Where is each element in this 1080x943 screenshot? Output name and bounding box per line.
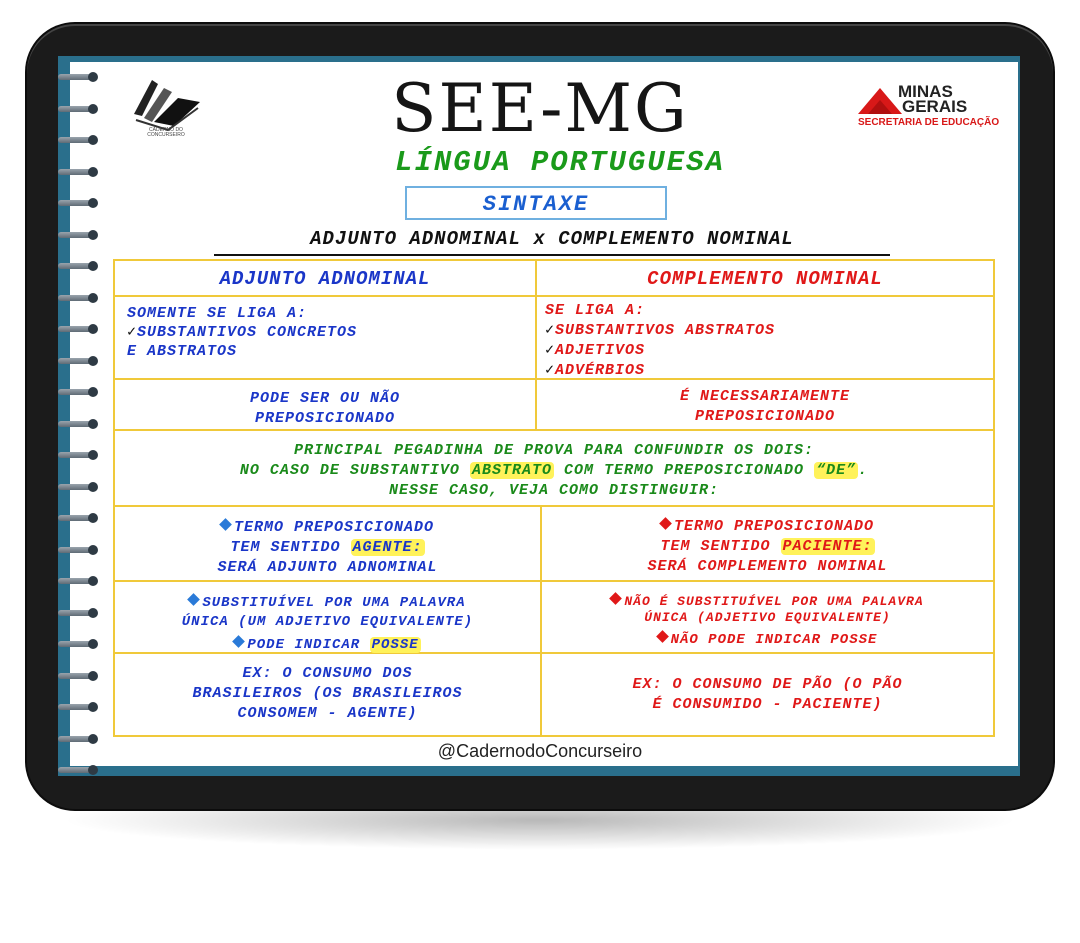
left-liga-intro: SOMENTE SE LIGA A: [127,305,308,322]
right-substituicao-text: NÃO É SUBSTITUÍVEL POR UMA PALAVRA [624,594,924,609]
spiral-ring [58,295,106,303]
spiral-ring [58,610,106,618]
column-header-left: ADJUNTO ADNOMINAL [219,268,431,290]
highlight-posse: POSSE [371,637,419,653]
left-sentido-cell [115,518,540,578]
spiral-ring [58,704,106,712]
right-substituicao-cell [542,594,993,648]
left-sentido-line [115,538,540,558]
gerais-text: GERAIS [902,97,968,116]
left-preposicao-cell [115,389,535,429]
spiral-ring [58,767,106,775]
pegadinha-line: PRINCIPAL PEGADINHA DE PROVA PARA CONFUNDIR OS DOIS: [293,442,815,459]
left-sentido-text: TERMO PREPOSICIONADO [233,519,435,536]
right-liga-item [545,321,985,341]
highlight-de: “DE” [816,462,857,479]
table-divider [113,295,995,297]
pegadinha-line: NESSE CASO, VEJA COMO DISTINGUIR: [388,482,720,499]
right-exemplo-line: É CONSUMIDO - PACIENTE) [652,696,883,713]
right-liga-cell [545,301,985,381]
pegadinha-text: COM TERMO PREPOSICIONADO [564,462,805,479]
table-divider [113,429,995,431]
diamond-icon [656,630,669,643]
spiral-ring [58,389,106,397]
spiral-ring [58,515,106,523]
check-icon: ✓ [545,322,556,339]
left-exemplo-line: EX: O CONSUMO DOS [242,665,413,682]
diamond-icon [233,635,246,648]
spiral-ring [58,169,106,177]
spiral-ring [58,106,106,114]
comparison-heading: ADJUNTO ADNOMINAL x COMPLEMENTO NOMINAL [214,228,890,256]
left-substituicao-line: ÚNICA (UM ADJETIVO EQUIVALENTE) [181,614,474,630]
caderno-logo-text: CADERNO DO CONCURSEIRO [147,127,185,138]
right-sentido-cell [542,517,993,577]
spiral-ring [58,421,106,429]
check-icon: ✓ [545,362,556,379]
left-substituicao-text: SUBSTITUÍVEL POR UMA PALAVRA [202,595,466,611]
right-sentido-line [542,537,993,557]
left-substituicao-line [115,594,540,613]
spiral-ring [58,326,106,334]
right-substituicao-line [542,632,993,648]
diamond-icon [188,593,201,606]
secretaria-text: SECRETARIA DE EDUCAÇÃO [858,117,1000,128]
right-preposicao-cell [537,387,993,427]
diamond-icon [610,592,623,605]
left-sentido-line [115,518,540,538]
right-substituicao-line [542,594,993,610]
right-substituicao-text: NÃO PODE INDICAR POSSE [670,632,878,648]
right-sentido-line: SERÁ COMPLEMENTO NOMINAL [647,558,888,575]
left-liga-item [127,323,527,342]
right-liga-item [545,361,985,381]
pegadinha-cell [115,441,993,501]
spiral-ring [58,736,106,744]
right-exemplo-cell [542,675,993,715]
pegadinha-text: . [858,462,869,479]
spiral-ring [58,484,106,492]
right-liga-item [545,341,985,361]
spiral-ring [58,263,106,271]
table-divider [113,580,995,582]
right-liga-item-text: ADJETIVOS [555,342,646,359]
table-divider [113,505,995,507]
left-sentido-line: SERÁ ADJUNTO ADNOMINAL [217,559,438,576]
minas-text: MINAS [898,82,953,101]
topic-box: SINTAXE [405,186,667,220]
left-substituicao-text: PODE INDICAR [247,637,361,653]
right-liga-item-text: ADVÉRBIOS [555,362,646,379]
minas-gerais-logo [858,82,1000,132]
spiral-ring [58,641,106,649]
left-preposicao-line: PODE SER OU NÃO [249,390,401,407]
right-liga-intro: SE LIGA A: [545,302,646,319]
spiral-ring [58,200,106,208]
right-exemplo-line: EX: O CONSUMO DE PÃO (O PÃO [632,676,903,693]
right-preposicao-line: É NECESSARIAMENTE [679,388,851,405]
highlight-agente: AGENTE: [352,539,423,556]
spiral-ring [58,452,106,460]
pegadinha-text: NO CASO DE SUBSTANTIVO [239,462,460,479]
page-title: SEE-MG [391,70,689,147]
left-exemplo-line: BRASILEIROS (OS BRASILEIROS [192,685,463,702]
right-liga-item-text: SUBSTANTIVOS ABSTRATOS [555,322,776,339]
spiral-ring [58,547,106,555]
right-sentido-text: TERMO PREPOSICIONADO [673,518,875,535]
check-icon: ✓ [127,324,138,341]
left-substituicao-line [115,636,540,655]
right-sentido-text: TEM SENTIDO [660,538,771,555]
spiral-ring [58,74,106,82]
left-substituicao-cell [115,594,540,655]
caderno-logo [128,74,204,138]
pegadinha-line [115,461,993,481]
left-liga-item-continued: E ABSTRATOS [127,343,238,360]
check-icon: ✓ [545,342,556,359]
highlight-paciente: PACIENTE: [782,538,873,555]
left-preposicao-line: PREPOSICIONADO [254,410,396,427]
left-sentido-text: TEM SENTIDO [230,539,341,556]
spiral-ring [58,578,106,586]
spiral-ring [58,358,106,366]
highlight-abstrato: ABSTRATO [471,462,552,479]
left-exemplo-cell [115,664,540,724]
diamond-icon [659,517,672,530]
subject-title: LÍNGUA PORTUGUESA [395,146,725,179]
left-exemplo-line: CONSOMEM - AGENTE) [237,705,418,722]
spiral-ring [58,137,106,145]
left-liga-cell [127,304,527,361]
diamond-icon [219,518,232,531]
column-header-right: COMPLEMENTO NOMINAL [647,268,883,290]
right-sentido-line [542,517,993,537]
right-preposicao-line: PREPOSICIONADO [694,408,836,425]
footer-handle: @CadernodoConcurseiro [437,741,643,761]
spiral-ring [58,673,106,681]
spiral-ring [58,232,106,240]
right-substituicao-line: ÚNICA (ADJETIVO EQUIVALENTE) [644,610,891,625]
left-liga-item-text: SUBSTANTIVOS CONCRETOS [137,324,358,341]
